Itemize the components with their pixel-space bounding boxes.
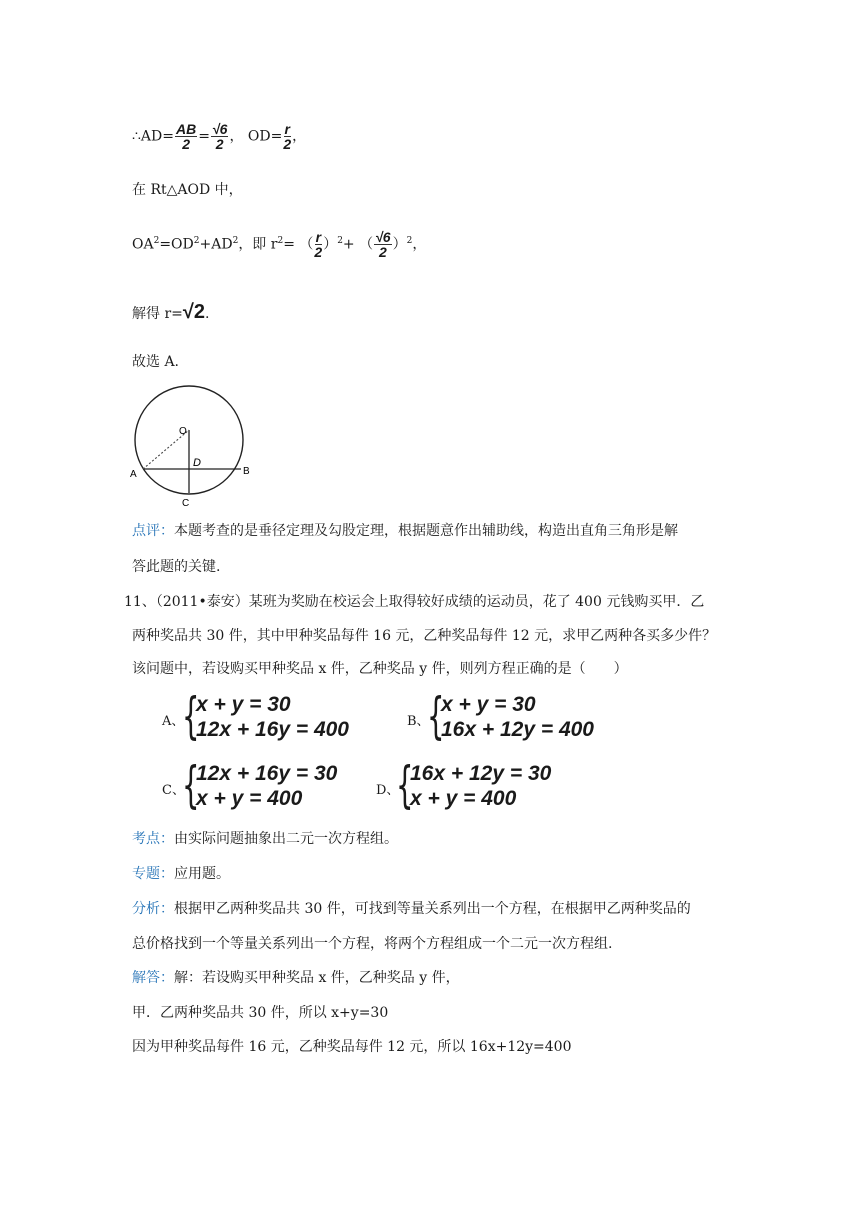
circle-figure bbox=[124, 384, 254, 514]
option-a-system bbox=[182, 687, 349, 745]
sup: 2 bbox=[193, 235, 200, 246]
sup: 2 bbox=[406, 235, 413, 246]
step-answer: 故选 A. bbox=[132, 354, 180, 370]
option-a-letter: A、 bbox=[162, 714, 185, 729]
eq2: x + y = 400 bbox=[410, 787, 517, 810]
sup: 2 bbox=[277, 235, 284, 246]
fenxi-line1 bbox=[132, 899, 691, 919]
fraction-sqrt6-over-2 bbox=[211, 122, 228, 151]
equations bbox=[196, 761, 337, 811]
zhuanti-text: 应用题。 bbox=[174, 866, 230, 882]
comment-line2: 答此题的关键. bbox=[132, 559, 221, 575]
close-paren: ） bbox=[392, 236, 407, 253]
eq2: 12x + 16y = 400 bbox=[196, 718, 349, 741]
comment-text: 本题考查的是垂径定理及勾股定理，根据题意作出辅助线，构造出直角三角形是解 bbox=[174, 523, 678, 539]
jieda-text: 解：若设购买甲种奖品 x 件，乙种奖品 y 件， bbox=[174, 970, 460, 986]
comment-label: 点评： bbox=[132, 523, 174, 539]
fenxi-label: 分析： bbox=[132, 901, 174, 917]
zhuanti bbox=[132, 864, 230, 884]
option-d-letter: D、 bbox=[376, 783, 400, 798]
frac-den: 2 bbox=[182, 136, 190, 152]
fraction-sqrt6-over-2 bbox=[374, 230, 391, 259]
frac-den: 2 bbox=[215, 136, 224, 152]
option-c-letter: C、 bbox=[162, 783, 185, 798]
option-b-letter: B、 bbox=[407, 714, 430, 729]
option-d-system bbox=[396, 756, 552, 814]
sup: 2 bbox=[153, 235, 160, 246]
comment-line1 bbox=[132, 521, 678, 541]
od: =OD bbox=[159, 236, 194, 253]
kaodian bbox=[132, 829, 398, 849]
fenxi-text: 根据甲乙两种奖品共 30 件，可找到等量关系列出一个方程，在根据甲乙两种奖品的 bbox=[174, 901, 691, 917]
frac-den: 2 bbox=[283, 136, 292, 152]
equations bbox=[196, 692, 349, 742]
equations bbox=[441, 692, 594, 742]
label-b: B bbox=[243, 466, 250, 477]
jieda-label: 解答： bbox=[132, 970, 174, 986]
brace: { bbox=[182, 756, 200, 814]
label-d: D bbox=[193, 457, 201, 469]
ie-r: ，即 r bbox=[238, 236, 278, 253]
fraction-r-over-2 bbox=[283, 122, 291, 151]
option-c-system bbox=[182, 756, 338, 814]
question-line3: 该问题中，若设购买甲种奖品 x 件，乙种奖品 y 件，则列方程正确的是（ ） bbox=[132, 661, 628, 677]
oa: OA bbox=[132, 236, 154, 253]
eq1: 16x + 12y = 30 bbox=[410, 762, 552, 785]
brace: { bbox=[427, 687, 445, 745]
close-paren: ） bbox=[323, 236, 338, 253]
label-o: O bbox=[179, 426, 187, 437]
sqrt2: √2 bbox=[182, 301, 205, 323]
ad: +AD bbox=[199, 236, 233, 253]
option-b-system bbox=[427, 687, 594, 745]
plus-paren: + （ bbox=[342, 236, 374, 253]
step-solve-r bbox=[132, 302, 209, 324]
step-rt-triangle: 在 Rt△AOD 中， bbox=[132, 182, 243, 198]
eq1: 12x + 16y = 30 bbox=[196, 762, 338, 785]
step-pythagoras bbox=[132, 230, 426, 259]
fenxi-line2: 总价格找到一个等量关系列出一个方程，将两个方程组成一个二元一次方程组. bbox=[132, 936, 613, 952]
step1-prefix: ∴AD= bbox=[132, 128, 174, 145]
frac-den: 2 bbox=[378, 244, 387, 260]
frac-num: √6 bbox=[375, 229, 391, 245]
fraction-r-over-2 bbox=[314, 230, 322, 259]
label-a: A bbox=[130, 469, 137, 480]
frac-num: r bbox=[315, 229, 322, 245]
frac-num: √6 bbox=[211, 121, 228, 137]
label-c: C bbox=[182, 498, 190, 509]
step-ad-od bbox=[132, 122, 306, 151]
question-line2: 两种奖品共 30 件，其中甲种奖品每件 16 元，乙种奖品每件 12 元，求甲乙两种各买多少件？ bbox=[132, 628, 717, 644]
frac-num: AB bbox=[175, 121, 197, 137]
eq2: 16x + 12y = 400 bbox=[441, 718, 594, 741]
solve-text: 解得 r= bbox=[132, 306, 183, 322]
sup: 2 bbox=[337, 235, 343, 246]
equals: = bbox=[198, 128, 210, 145]
zhuanti-label: 专题： bbox=[132, 866, 174, 882]
eq1: x + y = 30 bbox=[196, 693, 291, 716]
step1-sep: ， OD= bbox=[229, 128, 283, 145]
jieda-line1 bbox=[132, 968, 460, 988]
step3-tail: ， bbox=[412, 236, 427, 253]
sup: 2 bbox=[232, 235, 239, 246]
step1-tail: ， bbox=[292, 128, 307, 145]
jieda-line2: 甲．乙两种奖品共 30 件，所以 x+y=30 bbox=[132, 1005, 389, 1021]
jieda-line3: 因为甲种奖品每件 16 元，乙种奖品每件 12 元，所以 16x+12y=400 bbox=[132, 1039, 572, 1055]
frac-den: 2 bbox=[314, 244, 323, 260]
eq2: x + y = 400 bbox=[196, 787, 303, 810]
equations bbox=[410, 761, 551, 811]
kaodian-text: 由实际问题抽象出二元一次方程组。 bbox=[174, 831, 398, 847]
brace: { bbox=[182, 687, 200, 745]
kaodian-label: 考点： bbox=[132, 831, 174, 847]
question-line1: 11、（2011•泰安）某班为奖励在校运会上取得较好成绩的运动员，花了 400 元钱购买甲．乙 bbox=[124, 594, 705, 610]
fraction-ab-over-2 bbox=[175, 122, 197, 151]
open-paren: = （ bbox=[283, 236, 314, 253]
brace: { bbox=[396, 756, 414, 814]
period: . bbox=[204, 306, 210, 322]
eq1: x + y = 30 bbox=[441, 693, 536, 716]
frac-num: r bbox=[284, 121, 290, 137]
